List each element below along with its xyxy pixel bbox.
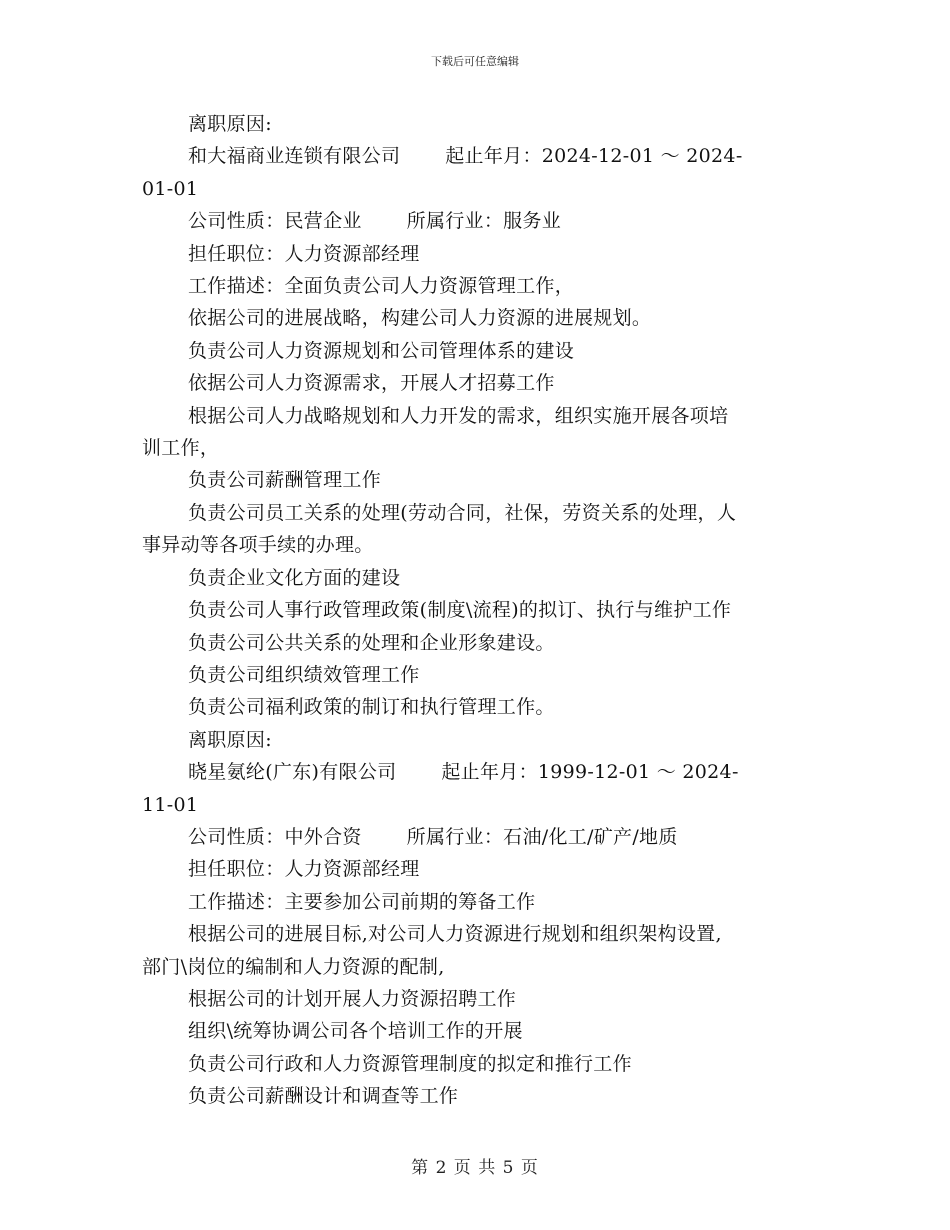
body-line: 负责公司行政和人力资源管理制度的拟定和推行工作 xyxy=(188,1052,632,1075)
body-line: 根据公司的进展目标,对公司人力资源进行规划和组织架构设置, xyxy=(188,923,722,946)
body-line: 事异动等各项手续的办理。 xyxy=(142,534,374,557)
body-line: 公司性质：民营企业 所属行业：服务业 xyxy=(188,210,562,233)
body-line: 工作描述：主要参加公司前期的筹备工作 xyxy=(188,890,536,913)
body-line: 负责企业文化方面的建设 xyxy=(188,566,401,589)
body-line: 负责公司组织绩效管理工作 xyxy=(188,663,420,686)
body-line: 部门\岗位的编制和人力资源的配制, xyxy=(142,955,445,978)
body-line: 负责公司薪酬管理工作 xyxy=(188,469,382,492)
body-line: 负责公司人事行政管理政策(制度\流程)的拟订、执行与维护工作 xyxy=(188,599,732,622)
body-line: 依据公司的进展战略，构建公司人力资源的进展规划。 xyxy=(188,307,652,330)
body-line: 训工作， xyxy=(142,437,220,460)
body-line: 根据公司的计划开展人力资源招聘工作 xyxy=(188,987,517,1010)
body-line: 离职原因: xyxy=(188,728,272,751)
body-line: 工作描述：全面负责公司人力资源管理工作， xyxy=(188,275,575,298)
body-line: 负责公司薪酬设计和调查等工作 xyxy=(188,1085,459,1108)
body-line: 11-01 xyxy=(142,793,199,816)
document-body xyxy=(142,108,810,1113)
body-line: 负责公司公共关系的处理和企业形象建设。 xyxy=(188,631,555,654)
body-line: 01-01 xyxy=(142,177,199,200)
body-line: 和大福商业连锁有限公司 起止年月：2024-12-01 ～ 2024- xyxy=(188,145,743,168)
body-line: 担任职位：人力资源部经理 xyxy=(188,242,420,265)
body-line: 组织\统筹协调公司各个培训工作的开展 xyxy=(188,1020,523,1043)
body-line: 根据公司人力战略规划和人力开发的需求，组织实施开展各项培 xyxy=(188,404,729,427)
body-line: 离职原因: xyxy=(188,113,272,135)
body-line: 负责公司福利政策的制订和执行管理工作。 xyxy=(188,696,555,719)
body-line: 晓星氨纶(广东)有限公司 起止年月：1999-12-01 ～ 2024- xyxy=(188,761,739,784)
body-line: 负责公司人力资源规划和公司管理体系的建设 xyxy=(188,339,575,362)
body-line: 依据公司人力资源需求，开展人才招募工作 xyxy=(188,372,555,395)
page-header: 下载后可任意编辑 xyxy=(431,55,519,68)
body-line: 公司性质：中外合资 所属行业：石油/化工/矿产/地质 xyxy=(188,825,678,848)
page-number-footer: 第 2 页 共 5 页 xyxy=(411,1158,539,1178)
body-line: 负责公司员工关系的处理(劳动合同，社保，劳资关系的处理，人 xyxy=(188,501,737,524)
body-line: 担任职位：人力资源部经理 xyxy=(188,858,420,881)
